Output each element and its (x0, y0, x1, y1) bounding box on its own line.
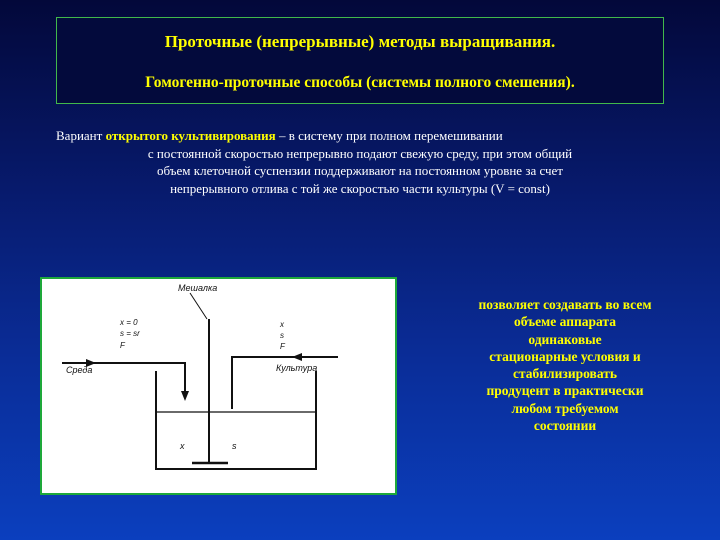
paragraph-line-3: объем клеточной суспензии поддерживают на постоянном уровне за счет (157, 163, 563, 178)
tank-vessel (156, 371, 316, 469)
outlet-x-label: x (280, 320, 284, 329)
side-note-line: одинаковые (528, 331, 602, 347)
description-paragraph (56, 127, 664, 197)
side-note (430, 296, 700, 434)
paragraph-line-2: с постоянной скоростью непрерывно подают свежую среду, при этом общий (147, 145, 573, 161)
side-note-line: продуцент в практически (486, 383, 644, 399)
tank-x-label: x (180, 441, 185, 451)
side-note-line: любом требуемом (511, 400, 619, 416)
slide-title: Проточные (непрерывные) методы выращивания. (164, 32, 556, 51)
tank-s-label: s (232, 441, 237, 451)
medium-label: Среда (66, 365, 93, 375)
inlet-s-label: s = sr (120, 329, 140, 338)
outlet-f-label: F (280, 342, 285, 351)
stirrer-pointer (190, 293, 207, 319)
paragraph-highlight: открытого культивирования (105, 128, 276, 143)
side-note-line: позволяет создавать во всем (478, 297, 652, 312)
slide-subtitle: Гомогенно-проточные способы (системы полного смешения). (145, 74, 575, 91)
title-box (56, 17, 664, 104)
bioreactor-diagram-svg (42, 279, 395, 493)
outlet-s-label: s (280, 331, 284, 340)
side-note-line: стабилизировать (512, 366, 617, 382)
inlet-f-label: F (120, 341, 125, 350)
paragraph-line-4: непрерывного отлива с той же скоростью части культуры (V = const) (170, 180, 550, 196)
side-note-line: объеме аппарата (514, 314, 616, 330)
inlet-arrow (181, 391, 189, 401)
outlet-arrow (292, 353, 302, 361)
side-note-line: состоянии (533, 418, 597, 434)
side-note-line: стационарные условия и (489, 348, 641, 364)
paragraph-line-1 (56, 127, 664, 145)
paragraph-line-1-rest: – в систему при полном перемешивании (275, 128, 503, 143)
bioreactor-diagram (40, 277, 397, 495)
stirrer-label: Мешалка (178, 283, 218, 293)
inlet-x-label: x = 0 (120, 318, 138, 327)
paragraph-intro: Вариант (56, 128, 106, 143)
culture-label: Культура (276, 363, 318, 373)
